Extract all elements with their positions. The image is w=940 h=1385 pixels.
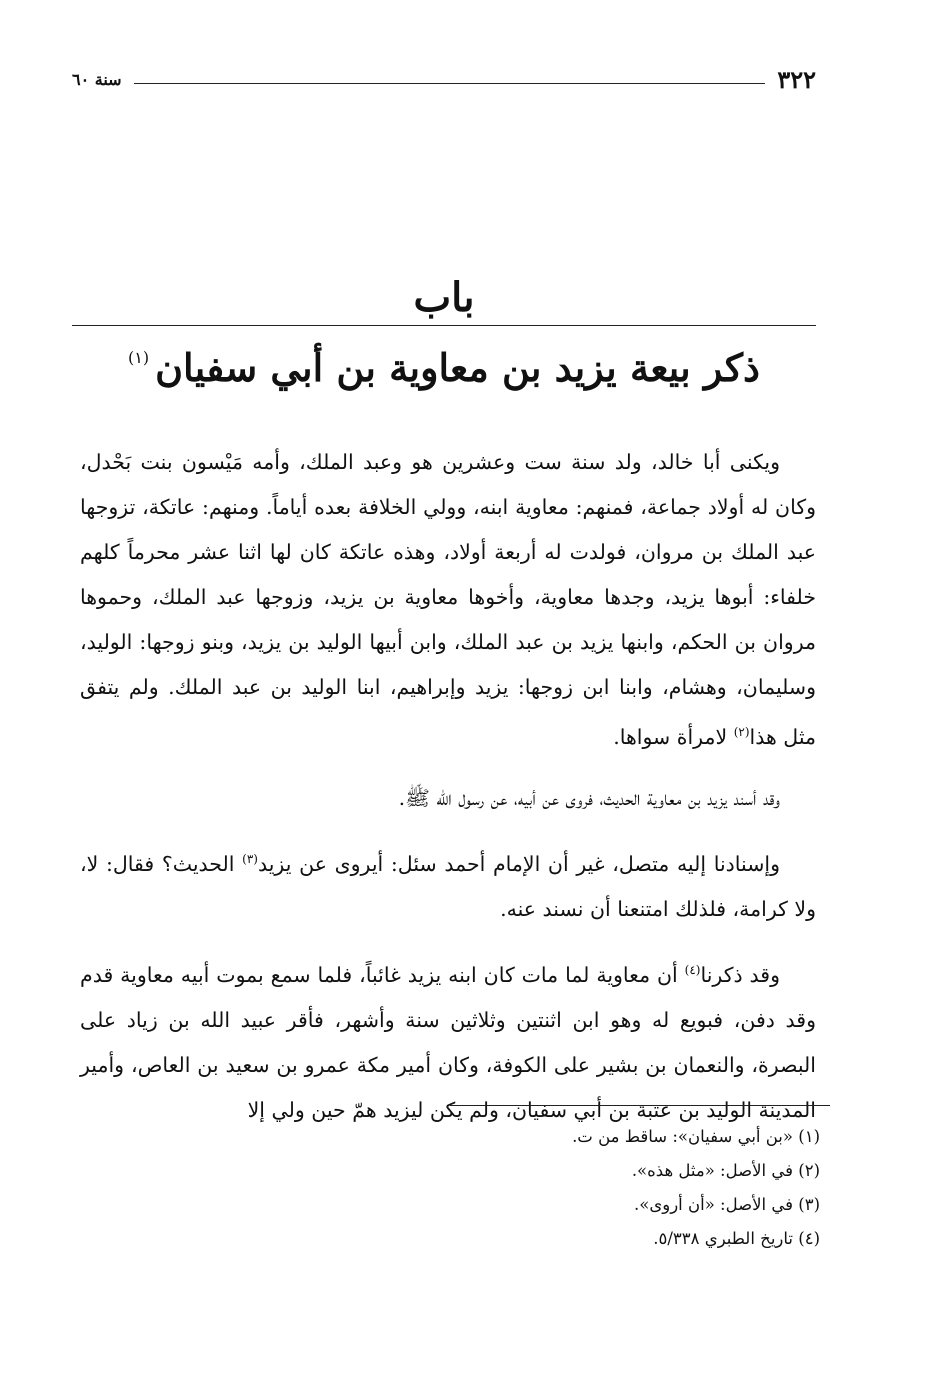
chapter-title: ذكر بيعة يزيد بن معاوية بن أبي سفيان (155, 345, 760, 390)
footnote: (١) «بن أبي سفيان»: ساقط من ت. (572, 1127, 820, 1146)
paragraph-text: الحديث؟ فقال: لا، ولا كرامة، فلذلك امتنعنا أن نسند عنه. (80, 852, 816, 921)
paragraph (80, 776, 816, 821)
year-label: سنة ٦٠ (72, 69, 122, 89)
running-head (72, 62, 816, 96)
paragraph-text: أن معاوية لما مات كان ابنه يزيد غائباً، فلما سمع بموت أبيه معاوية قدم وقد دفن، فبويع له وهو ابن اثنتين وثلاثين سنة وأشهر، فأقر عبيد الله بن زياد على البصرة، والنعمان بن بشير على الكوفة، وكان أمير مكة عمرو بن سعيد بن العاص، وأمير المدينة الوليد بن عتبة بن أبي سفيان، ولم يكن ليزيد همّ حين ولي إلا (80, 963, 816, 1122)
chapter-heading (72, 275, 816, 398)
footnotes-rule (450, 1105, 830, 1106)
footnote-ref: (٤) (684, 963, 701, 977)
chapter-rule (72, 325, 816, 326)
footnote: (٣) في الأصل: «أن أروى». (633, 1195, 820, 1214)
paragraph-text: وإسنادنا إليه متصل، غير أن الإمام أحمد سئل: أيروى عن يزيد (257, 852, 780, 876)
header-rule (134, 83, 766, 84)
footnote-ref: (٢) (733, 725, 750, 739)
body-text (80, 440, 816, 1149)
paragraph (80, 440, 816, 760)
paragraph-text: لامرأة سواها. (613, 725, 734, 749)
footnote-ref: (١) (128, 348, 150, 367)
chapter-title-line (72, 328, 816, 398)
footnote: (٤) تاريخ الطبري ٥/٣٣٨. (653, 1229, 820, 1248)
chapter-label: باب (413, 274, 475, 321)
footnote-ref: (٣) (242, 852, 258, 866)
page-number: ٣٢٢ (777, 64, 816, 94)
footnotes (450, 1120, 820, 1256)
paragraph-text: وقد ذكرنا (700, 963, 780, 987)
paragraph-text: وقد أسند يزيد بن معاوية الحديث، فروى عن أبيه، عن رسول الله ﷺ. (398, 786, 780, 810)
footnote: (٢) في الأصل: «مثل هذه». (631, 1161, 820, 1180)
paragraph-text: ويكنى أبا خالد، ولد سنة ست وعشرين هو وعبد الملك، وأمه مَيْسون بنت بَحْدل، وكان له أولاد جماعة، فمنهم: معاوية ابنه، وولي الخلافة بعده أياماً. ومنهم: عاتكة، تزوجها عبد الملك بن مروان، فولدت له أربعة أولاد، وهذه عاتكة كان لها اثنا عشر محرماً كلهم خلفاء: أبوها يزيد، وجدها معاوية، وأخوها معاوية بن يزيد، وزوجها عبد الملك، وحموها مروان بن الحكم، وابنها يزيد بن عبد الملك، وابن أبيها الوليد بن يزيد، وبنو زوجها: الوليد، وسليمان، وهشام، وابنا ابن زوجها: يزيد وإبراهيم، ابنا الوليد بن عبد الملك. ولم يتفق مثل هذا (80, 450, 816, 749)
paragraph (80, 837, 816, 932)
